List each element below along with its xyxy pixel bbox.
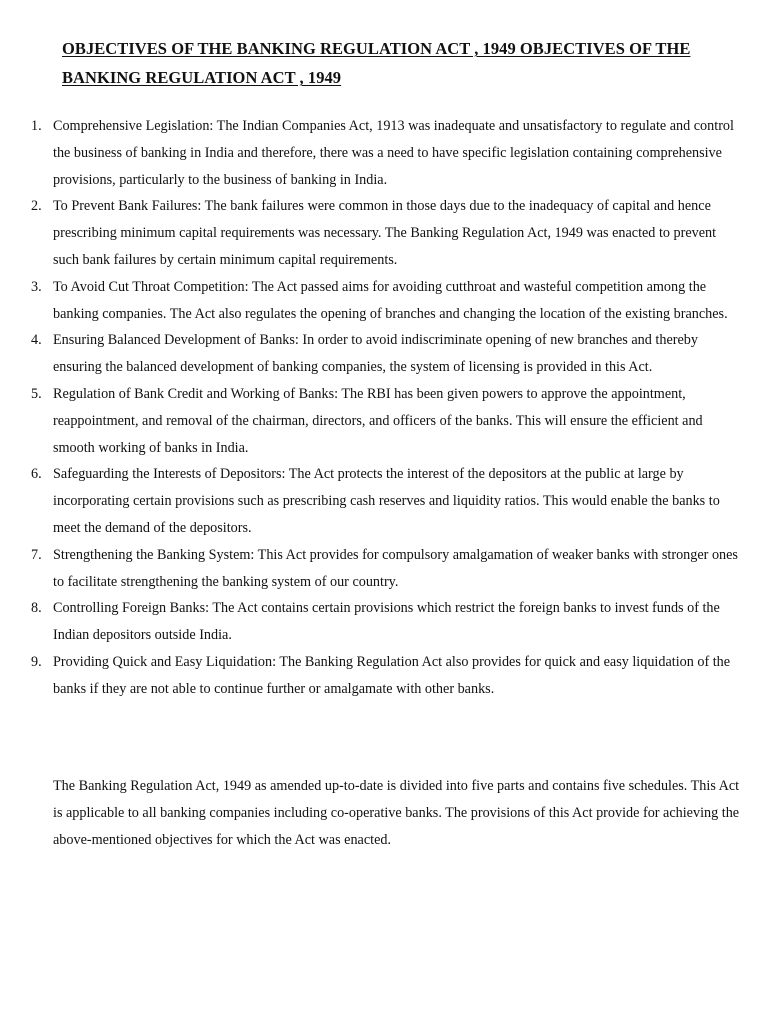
list-item-text: Regulation of Bank Credit and Working of Banks: The RBI has been given powers to approve the appointment, reappointment, and removal of the chairman, directors, and officers of the banks. This will ensure the efficient and smooth working of banks in India. bbox=[53, 385, 703, 456]
list-item-number: 4. bbox=[31, 332, 42, 349]
list-item-text: Comprehensive Legislation: The Indian Companies Act, 1913 was inadequate and unsatisfactory to regulate and control the business of banking in India and therefore, there was a need to have specific legislation containing comprehensive provisions, particularly to the business of banking in India. bbox=[53, 118, 734, 188]
list-item-text: Safeguarding the Interests of Depositors: The Act protects the interest of the depositors at the public at large by incorporating certain provisions such as prescribing cash reserves and liquidity ratios. This would enable the banks to meet the demand of the depositors. bbox=[53, 466, 720, 536]
list-item bbox=[0, 274, 768, 328]
list-item-number: 3. bbox=[31, 278, 42, 295]
list-item-text: Providing Quick and Easy Liquidation: The Banking Regulation Act also provides for quick and easy liquidation of the banks if they are not able to continue further or amalgamate with other banks. bbox=[53, 653, 731, 697]
list-item-number: 7. bbox=[31, 546, 42, 563]
list-item-number: 6. bbox=[31, 466, 42, 483]
list-item-text: Strengthening the Banking System: This Act provides for compulsory amalgamation of weaker banks with stronger ones to facilitate strengthening the banking system of our country. bbox=[53, 546, 738, 590]
list-item-text: To Avoid Cut Throat Competition: The Act passed aims for avoiding cutthroat and wasteful competition among the banking companies. The Act also regulates the opening of branches and changing the location of the existing branches. bbox=[53, 278, 728, 322]
objectives-list bbox=[0, 113, 768, 703]
list-item bbox=[0, 649, 768, 703]
list-item bbox=[0, 542, 768, 596]
page-title: OBJECTIVES OF THE BANKING REGULATION ACT , 1949 OBJECTIVES OF THE BANKING REGULATION ACT , 1949 bbox=[62, 39, 691, 87]
list-item bbox=[0, 461, 768, 541]
closing-paragraph: The Banking Regulation Act, 1949 as amended up-to-date is divided into five parts and contains five schedules. This Act is applicable to all banking companies including co-operative banks. The provisions of this Act provide for achieving the above-mentioned objectives for which the Act was enacted. bbox=[53, 778, 740, 848]
list-item bbox=[0, 193, 768, 273]
list-item bbox=[0, 381, 768, 461]
list-item-number: 2. bbox=[31, 198, 42, 215]
list-item-number: 5. bbox=[31, 385, 42, 402]
list-item-number: 9. bbox=[31, 653, 42, 670]
list-item bbox=[0, 327, 768, 381]
list-item bbox=[0, 113, 768, 193]
list-item-number: 1. bbox=[31, 118, 42, 134]
list-item-number: 8. bbox=[31, 600, 42, 617]
list-item-text: Controlling Foreign Banks: The Act contains certain provisions which restrict the foreign banks to invest funds of the Indian depositors outside India. bbox=[53, 600, 720, 644]
list-item bbox=[0, 595, 768, 649]
list-item-text: Ensuring Balanced Development of Banks: In order to avoid indiscriminate opening of new branches and thereby ensuring the balanced development of banking companies, the system of licensing is provided in this Act. bbox=[53, 332, 698, 376]
list-item-text: To Prevent Bank Failures: The bank failures were common in those days due to the inadequacy of capital and hence prescribing minimum capital requirements was necessary. The Banking Regulation Act, 1949 was enacted to prevent such bank failures by certain minimum capital requirements. bbox=[53, 198, 717, 268]
